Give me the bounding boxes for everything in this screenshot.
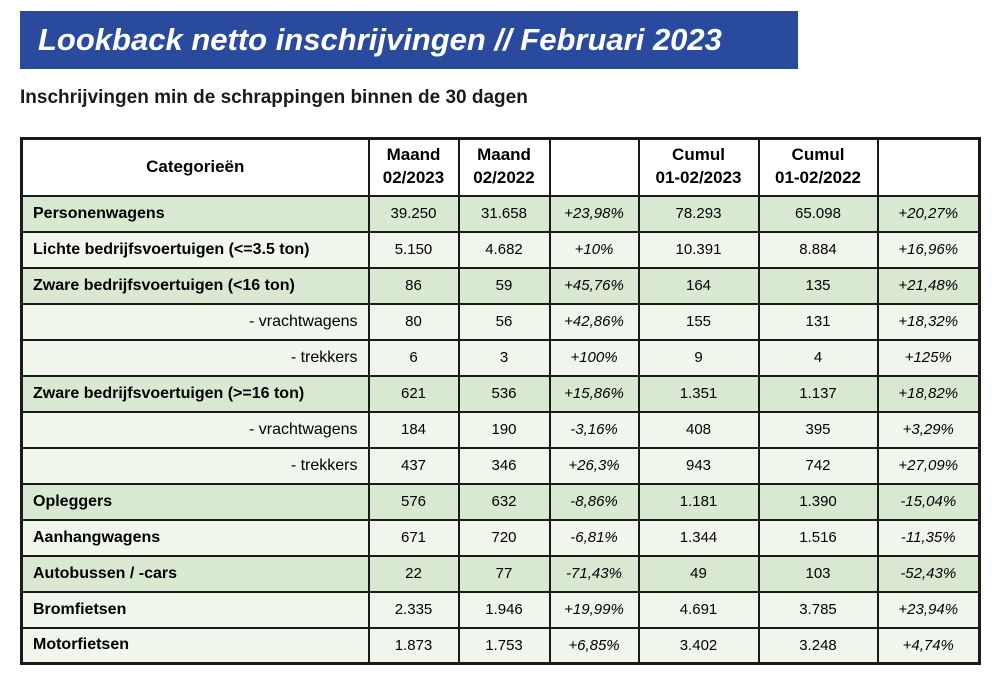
col-header-category: Categorieën [22,139,369,196]
table-row [22,232,980,268]
col-header-cumul-2022: Cumul 01-02/2022 [759,139,878,196]
value-cell: 536 [459,376,550,412]
col-header-pct-maand [550,139,639,196]
pct-cell: +16,96% [878,232,980,268]
value-cell: 78.293 [639,196,759,232]
pct-cell: +100% [550,340,639,376]
value-cell: 155 [639,304,759,340]
category-cell: - trekkers [22,340,369,376]
pct-cell: +4,74% [878,628,980,664]
value-cell: 135 [759,268,878,304]
col-header-maand-2022: Maand 02/2022 [459,139,550,196]
pct-cell: -8,86% [550,484,639,520]
value-cell: 131 [759,304,878,340]
value-cell: 103 [759,556,878,592]
value-cell: 346 [459,448,550,484]
value-cell: 1.351 [639,376,759,412]
value-cell: 1.137 [759,376,878,412]
category-cell: Zware bedrijfsvoertuigen (>=16 ton) [22,376,369,412]
value-cell: 3.785 [759,592,878,628]
value-cell: 184 [369,412,459,448]
table-row [22,592,980,628]
value-cell: 1.946 [459,592,550,628]
header-row [22,139,980,196]
pct-cell: -71,43% [550,556,639,592]
value-cell: 3 [459,340,550,376]
value-cell: 720 [459,520,550,556]
category-cell: - trekkers [22,448,369,484]
category-cell: Opleggers [22,484,369,520]
table-row [22,484,980,520]
table-row [22,376,980,412]
pct-cell: +26,3% [550,448,639,484]
pct-cell: +15,86% [550,376,639,412]
pct-cell: +18,82% [878,376,980,412]
pct-cell: +10% [550,232,639,268]
table-row [22,628,980,664]
category-cell: Autobussen / -cars [22,556,369,592]
value-cell: 1.390 [759,484,878,520]
pct-cell: -15,04% [878,484,980,520]
value-cell: 1.753 [459,628,550,664]
value-cell: 8.884 [759,232,878,268]
category-cell: Zware bedrijfsvoertuigen (<16 ton) [22,268,369,304]
pct-cell: +42,86% [550,304,639,340]
category-cell: Lichte bedrijfsvoertuigen (<=3.5 ton) [22,232,369,268]
value-cell: 164 [639,268,759,304]
value-cell: 86 [369,268,459,304]
category-cell: Personenwagens [22,196,369,232]
pct-cell: +23,94% [878,592,980,628]
table-row [22,448,980,484]
table-row [22,556,980,592]
value-cell: 77 [459,556,550,592]
pct-cell: +6,85% [550,628,639,664]
pct-cell: +20,27% [878,196,980,232]
col-header-pct-cumul [878,139,980,196]
pct-cell: +18,32% [878,304,980,340]
value-cell: 59 [459,268,550,304]
value-cell: 437 [369,448,459,484]
value-cell: 6 [369,340,459,376]
value-cell: 395 [759,412,878,448]
category-cell: - vrachtwagens [22,412,369,448]
table-row [22,304,980,340]
pct-cell: +125% [878,340,980,376]
title-banner [20,11,798,69]
pct-cell: -3,16% [550,412,639,448]
value-cell: 80 [369,304,459,340]
value-cell: 1.516 [759,520,878,556]
table-row [22,520,980,556]
table-row [22,268,980,304]
pct-cell: +19,99% [550,592,639,628]
category-cell: Motorfietsen [22,628,369,664]
table-row [22,340,980,376]
value-cell: 621 [369,376,459,412]
value-cell: 3.402 [639,628,759,664]
category-cell: - vrachtwagens [22,304,369,340]
col-header-maand-2023: Maand 02/2023 [369,139,459,196]
pct-cell: -52,43% [878,556,980,592]
subtitle: Inschrijvingen min de schrappingen binnen de 30 dagen [20,87,528,108]
col-header-cumul-2023: Cumul 01-02/2023 [639,139,759,196]
value-cell: 10.391 [639,232,759,268]
value-cell: 9 [639,340,759,376]
value-cell: 632 [459,484,550,520]
page-title: Lookback netto inschrijvingen // Februari 2023 [38,22,722,57]
category-cell: Aanhangwagens [22,520,369,556]
value-cell: 190 [459,412,550,448]
value-cell: 49 [639,556,759,592]
value-cell: 671 [369,520,459,556]
registrations-table [20,137,981,665]
value-cell: 65.098 [759,196,878,232]
pct-cell: +27,09% [878,448,980,484]
value-cell: 576 [369,484,459,520]
value-cell: 3.248 [759,628,878,664]
value-cell: 742 [759,448,878,484]
pct-cell: +21,48% [878,268,980,304]
pct-cell: -11,35% [878,520,980,556]
value-cell: 4 [759,340,878,376]
value-cell: 22 [369,556,459,592]
value-cell: 1.181 [639,484,759,520]
value-cell: 943 [639,448,759,484]
value-cell: 56 [459,304,550,340]
pct-cell: +45,76% [550,268,639,304]
value-cell: 4.682 [459,232,550,268]
category-cell: Bromfietsen [22,592,369,628]
value-cell: 4.691 [639,592,759,628]
value-cell: 39.250 [369,196,459,232]
value-cell: 31.658 [459,196,550,232]
value-cell: 5.150 [369,232,459,268]
table-row [22,412,980,448]
value-cell: 1.873 [369,628,459,664]
table-body [22,196,980,664]
value-cell: 408 [639,412,759,448]
pct-cell: +23,98% [550,196,639,232]
pct-cell: +3,29% [878,412,980,448]
pct-cell: -6,81% [550,520,639,556]
value-cell: 2.335 [369,592,459,628]
table-row [22,196,980,232]
value-cell: 1.344 [639,520,759,556]
